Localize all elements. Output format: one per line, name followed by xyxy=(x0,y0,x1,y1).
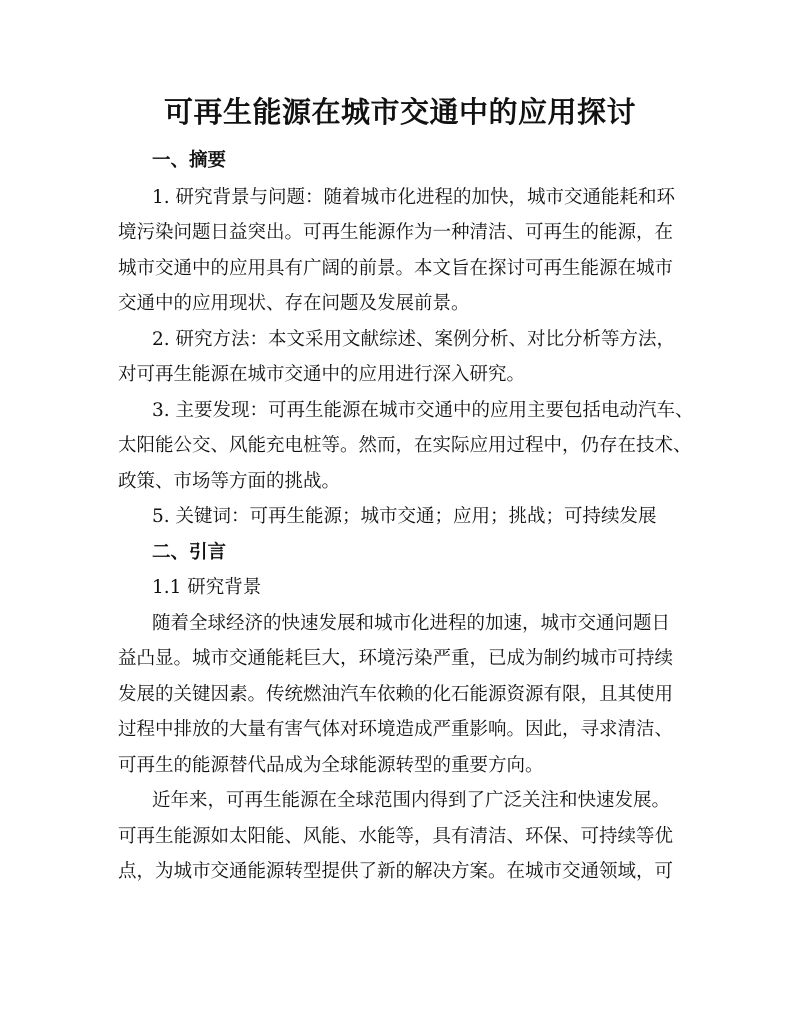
intro-p1-line4: 过程中排放的大量有害气体对环境造成严重影响。因此，寻求清洁、 xyxy=(118,719,674,740)
intro-p2-line3: 点，为城市交通能源转型提供了新的解决方案。在城市交通领域，可 xyxy=(118,861,674,882)
abstract-p1-line2: 境污染问题日益突出。可再生能源作为一种清洁、可再生的能源，在 xyxy=(118,222,674,243)
section-heading-abstract: 一、摘要 xyxy=(152,150,227,171)
abstract-p1-line1: 1. 研究背景与问题：随着城市化进程的加快，城市交通能耗和环 xyxy=(152,187,676,208)
abstract-p2-line1: 2. 研究方法：本文采用文献综述、案例分析、对比分析等方法， xyxy=(152,329,676,350)
abstract-p1-line3: 城市交通中的应用具有广阔的前景。本文旨在探讨可再生能源在城市 xyxy=(118,258,674,279)
abstract-p3-line2: 太阳能公交、风能充电桩等。然而，在实际应用过程中，仍存在技术、 xyxy=(118,435,692,456)
intro-p1-line1: 随着全球经济的快速发展和城市化进程的加速，城市交通问题日 xyxy=(152,613,671,634)
intro-p2-line2: 可再生能源如太阳能、风能、水能等，具有清洁、环保、可持续等优 xyxy=(118,826,674,847)
section-heading-intro: 二、引言 xyxy=(152,542,227,563)
intro-p1-line2: 益凸显。城市交通能耗巨大，环境污染严重，已成为制约城市可持续 xyxy=(118,648,674,669)
abstract-keywords: 5. 关键词：可再生能源；城市交通；应用；挑战；可持续发展 xyxy=(152,506,657,527)
subsection-heading-background: 1.1 研究背景 xyxy=(152,577,262,598)
page-title: 可再生能源在城市交通中的应用探讨 xyxy=(163,95,636,129)
abstract-p3-line1: 3. 主要发现：可再生能源在城市交通中的应用主要包括电动汽车、 xyxy=(152,400,694,421)
intro-p2-line1: 近年来，可再生能源在全球范围内得到了广泛关注和快速发展。 xyxy=(152,790,671,811)
intro-p1-line5: 可再生的能源替代品成为全球能源转型的重要方向。 xyxy=(118,755,544,776)
abstract-p3-line3: 政策、市场等方面的挑战。 xyxy=(118,471,341,492)
abstract-p2-line2: 对可再生能源在城市交通中的应用进行深入研究。 xyxy=(118,364,526,385)
abstract-p1-line4: 交通中的应用现状、存在问题及发展前景。 xyxy=(118,293,470,314)
intro-p1-line3: 发展的关键因素。传统燃油汽车依赖的化石能源资源有限，且其使用 xyxy=(118,684,674,705)
